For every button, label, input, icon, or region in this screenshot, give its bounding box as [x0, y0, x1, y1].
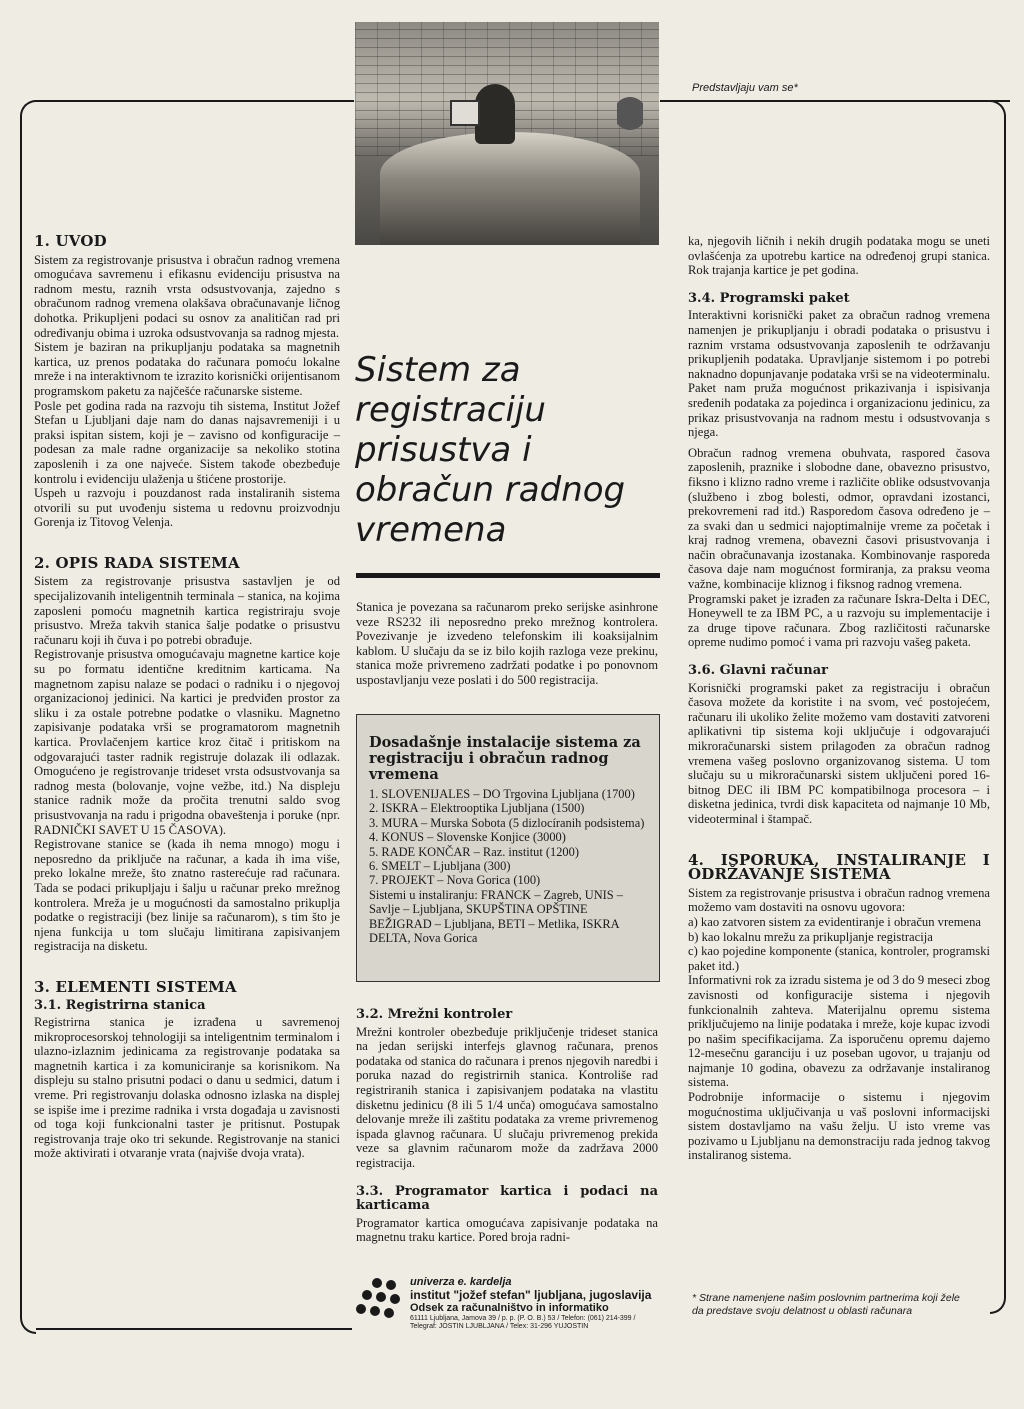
- frame-top-rule: [36, 100, 354, 102]
- subsection-heading: 3.3. Programator kartica i podaci na karticama: [356, 1183, 658, 1214]
- paragraph: Stanica je povezana sa računarom preko serijske asinhrone veze RS232 ili neposredno preko mrežnog kontrolera. Povezivanje je izvedeno telefonskim ili koaksijalnim kablom. U slučaju da se iz bilo kojih razloga veze prekinu, stanica može privremeno zadržati podatke i po ponovnom uspostavljanju veze poslati i do 500 registracija.: [356, 600, 658, 687]
- paragraph: Registrovane stanice se (kada ih nema mnogo) mogu i neposredno da priključe na računar, a kada ih ima više, preko lokalne mreže, što znatno rasterećuje rad računara. Tada se podaci prikupljaju i šalju u računar preko mrežnog kontrolera. Mreža je u mogućnosti da samostalno prikuplja podatke o registraciji (bez linije sa računarom), s tim što je njena funkcija u tom slučaju limitirana zapisivanjem registracija na disketu.: [34, 837, 340, 954]
- list-item: 4. KONUS – Slovenske Konjice (3000): [369, 830, 566, 845]
- column-middle-lower: [356, 1008, 658, 1245]
- list-item: 7. PROJEKT – Nova Gorica (100): [369, 873, 541, 888]
- frame-bottom-rule: [36, 1328, 352, 1330]
- paragraph: Registrovanje prisustva omogućavaju magnetne kartice koje su po formatu identične kreditnim karticama. Na magnetnom zapisu nalaze se podaci o radniku i o njegovoj organizacionoj jedinici. Na kartici je predviđen prostor za sliku i za ostale potrebne podatke o vlasniku. Magnetno zapisivanje podataka vrši se programatorom magnetnih kartica. Provlačenjem kartice kroz čitač i pritiskom na odgovarajući taster radnik registruje dolazak ili odlazak. Omogućeno je registrovanje trideset vrsta odsustvovanja sa radnog mesta (bolovanje, vojne vežbe, itd.) Na displeju stanice radnik može da pročita trenutni saldo svog prisustvovanja na radu i prigodna obaveštenja i poruke (npr. RADNIČKI SAVET U 15 ČASOVA).: [34, 647, 340, 837]
- paragraph: Sistem za registrovanje prisustva i obračun radnog vremena omogućava savremenu i efikasnu evidenciju prisustva na radnom mestu, raznih vrsta odsustvovanja, zajedno s obračunom radnog vremena olakšava obračunavanje ličnog dohotka. Prikupljeni podaci su osnov za analitičan rad pri određivanju obima i uzroka odsustvovanja sa radnog mjesta.: [34, 252, 340, 340]
- list-item: 3. MURA – Murska Sobota (5 dizlocíranih podsistema): [369, 815, 645, 830]
- paragraph: Obračun radnog vremena obuhvata, raspored časova zaposlenih, praznike i slobodne dane, obavezno prisustvo, fiksno i klizno radno vreme i različite oblike odsustvovanja (službeno i zbog bolesti, odmor, opravdani izostanci, prekovremeni rad itd.) Rasporedom časova određeno je – za svaki dan u sedmici najoptimalnije vreme za početak i kraj radnog vremena, obavezni časovi prisustvovanja i način obračunavanja izostanaka. Kombinovanje rasporeda časova daje nam mogućnost formiranja, za praksu veoma važne, kombinacije kliznog i fiksnog radnog vremena.: [688, 445, 990, 592]
- column-right: [688, 234, 990, 1163]
- paragraph: Programski paket je izrađen za računare Iskra-Delta i DEC, Honeywell te za IBM PC, a u razvoju su implementacije i za druge tipove računara. Zbog različitosti računarske opreme nudimo pomoć i vama pri razvoju vašeg paketa.: [688, 591, 990, 650]
- list-item: 2. ISKRA – Elektrooptika Ljubljana (1500): [369, 801, 585, 816]
- subsection-heading: 3.6. Glavni računar: [688, 663, 828, 679]
- box-title: Dosadašnje instalacije sistema za registraciju i obračun radnog vremena: [369, 734, 641, 783]
- subsection-heading: 3.2. Mrežni kontroler: [356, 1007, 513, 1022]
- section-heading: 3. ELEMENTI SISTEMA: [34, 977, 237, 996]
- paragraph: Informativni rok za izradu sistema je od 3 do 9 meseci zbog zavisnosti od konfiguracije sistema i njegovih funkcionalnih zahteva. Materijalnu opremu sistema priključujemo na linije podataka i mreže, koje kupac izvodi po našim specifikacijama. Za isporučenu opremu dajemo 12-mesečnu garanciju i uz poseban ugovor, u trajanju od najmanje 10 godina, obavezu za održavanje instaliranog sistema.: [688, 973, 990, 1090]
- paragraph: Podrobnije informacije o sistemu i njegovim mogućnostima uključivanja u vaš poslovni informacijski sistem dostavljamo na vašu želju. U isto vreme vas pozivamo u Ljubljanu na demonstraciju rada jednog takvog instaliranog sistema.: [688, 1090, 990, 1163]
- footer-institute: [410, 1276, 670, 1331]
- section-heading: 1. UVOD: [34, 232, 107, 250]
- paragraph: Sistem je baziran na prikupljanju podataka sa magnetnih kartica, uz prenos podataka do računara pomoću lokalne mreže i na interaktivnom te izrazito korisnički orijentisanom programskom paketu za najčešće računarske sisteme.: [34, 340, 340, 398]
- paragraph: Interaktivni korisnički paket za obračun radnog vremena namenjen je prikupljanju i obradi podataka o prisustvu i raznim vrstama odsustvovanja zaposlenih te održavanju prikupljenih podataka. Upravljanje sistemom i po potrebi naknadno dopunjavanje podataka vrši se na videoterminalu. Paket nam pruža mogućnost prikazivanja i ispisivanja sređenih podataka za pojedinca i organizacionu jedinicu, za prikaz prisustvovanja na radnom mestu i odsustvovanja s njega.: [688, 308, 990, 440]
- paragraph: ka, njegovih ličnih i nekih drugih podataka mogu se uneti ovlašćenja za upotrebu kartice na određenoj grupi stanica. Rok trajanja kartice je pet godina.: [688, 234, 990, 278]
- subsection-heading: 3.4. Programski paket: [688, 290, 850, 306]
- section-heading: 4. ISPORUKA, INSTALIRANJE I ODRŽAVANJE SISTEMA: [688, 850, 990, 884]
- header-label: Predstavljaju vam se*: [692, 82, 798, 94]
- paragraph: Korisnički programski paket za registraciju i obračun časova možete da koristite i na svom, već postojećem, računaru ili ukoliko želite možemo vam dostaviti zatvoreni aplikativni tip sistema koji uključuje i odgovarajući mikroračunarski sistem prilagođen za obračun radnog vremena vašeg poslovno organizovanog sistema. U tom slučaju su u mikroračunarski sistem uključeni pored 16-bitnog DEC ili IBM PC kompatibilnoga procesora – i disketna jedinica, tvrdi disk kapaciteta od najmanje 10 Mb, videoterminal i štampač.: [688, 680, 990, 826]
- paragraph: Programator kartica omogućava zapisivanje podataka na magnetnu traku kartice. Pored broja radni-: [356, 1215, 658, 1245]
- list-item: c) kao pojedine komponente (stanica, kontroler, programski paket itd.): [688, 944, 990, 973]
- installations-list: [357, 787, 659, 945]
- list-item: Sistemi u instaliranju: FRANCK – Zagreb, UNIS – Savlje – Ljubljana, SKUPŠTINA OPŠTINE BEŽIGRAD – Ljubljana, BETI – Metlika, ISKRA DELTA, Nova Gorica: [369, 887, 623, 946]
- paragraph: Posle pet godina rada na razvoju tih sistema, Institut Jožef Stefan u Ljubljani daje nam do danas najsavremeniji i u praksi ispitan sistem, koji je – zavisno od konfiguracije – podesan za male radne organizacije sa nekoliko stotina zaposlenih i za one najveće. Sistem takođe obezbeđuje kontrolu i evidenciju ulaženja u štićene prostorije.: [34, 398, 340, 486]
- institute-logo: [356, 1278, 400, 1322]
- frame-top-rule-right: [660, 100, 1010, 102]
- paragraph: Sistem za registrovanje prisustva i obračun radnog vremena možemo vam dostaviti na osnovu ugovora:: [688, 885, 990, 915]
- column-left: [34, 234, 340, 1161]
- footer-line: univerza e. kardelja: [410, 1276, 512, 1288]
- paragraph: Uspeh u razvoju i pouzdanost rada instaliranih sistema otvorili su put uvođenju sistema u redovnu proizvodnju Gorenja iz Titovog Velenja.: [34, 486, 340, 530]
- list-item: 5. RADE KONČAR – Raz. institut (1200): [369, 844, 579, 859]
- list-item: 1. SLOVENIJALES – DO Trgovina Ljubljana (1700): [369, 787, 635, 801]
- paragraph: Sistem za registrovanje prisustva sastavljen je od specijalizovanih inteligentnih terminala – stanica, na kojima zaposleni pomoću magnetnih kartica registriraju svoje prisustvo. Mreža takvih stanica šalje podatke o prisustvu računaru koji ih čuva i po potrebi obrađuje.: [34, 574, 340, 647]
- subsection-heading: 3.1. Registrirna stanica: [34, 997, 206, 1013]
- title-rule: [356, 573, 660, 578]
- footer-line: 61111 Ljubljana, Jamova 39 / p. p. (P. O. B.) 53 / Telefon: (061) 214-399 /: [410, 1315, 636, 1322]
- footer-line: institut "jožef stefan" ljubljana, jugoslavija: [410, 1288, 652, 1302]
- page-title: Sistem za registraciju prisustva i obračun radnog vremena: [355, 350, 626, 550]
- list-item: 6. SMELT – Ljubljana (300): [369, 859, 511, 874]
- list-item: b) kao lokalnu mrežu za prikupljanje registracija: [688, 929, 933, 944]
- footer-line: Telegraf: JOSTIN LJUBLJANA / Telex: 31-296 YUJOSTIN: [410, 1323, 589, 1330]
- footer-line: Odsek za računalništvo in informatiko: [410, 1302, 609, 1314]
- installations-box: [356, 714, 660, 982]
- column-middle: [356, 600, 658, 688]
- paragraph: Mrežni kontroler obezbeđuje priključenje trideset stanica na jedan serijski interfejs glavnog računara, prenos podataka od stanica do računara i prenos njegovih naredbi i poruka nazad do registrirnih stanica. Kontroliše rad registriranih stanica i zapisivanjem podataka na vlastitu disketnu jedinicu (8 ili 5 1/4 unča) omogućava samostalno delovanje mreže ili zaštitu podataka za vreme privremenog ispada glavnog računara. U slučaju privremenog prekida veze sa glavnim računarom može da zadržava 2000 registracija.: [356, 1024, 658, 1170]
- list-item: a) kao zatvoren sistem za evidentiranje i obračun vremena: [688, 914, 982, 929]
- frame-right: [990, 100, 1006, 1314]
- paragraph: Registrirna stanica je izrađena u savremenoj mikroprocesorskoj tehnologiji sa inteligentnim terminalom i ulazno-izlaznim jedinicama za registrovanje podataka sa magnetnih kartica i za komuniciranje sa korisnikom. Na displeju su stalno prisutni podaci o danu u sedmici, datum i vreme. Pri registrovanju dolaska odnosno izlaska na displej se ispiše ime i prezime radnika i vrsta događaja u zavisnosti od toga koji funkcionalni taster je pritisnut. Postupak registrovanja traje oko tri sekunde. Registrovanje na stanici može aktivirati i otvaranje vrata (najviše dvoja vrata).: [34, 1015, 340, 1161]
- footer-note: * Strane namenjene našim poslovnim partnerima koji žele da predstave svoju delatnost u oblasti računara: [692, 1292, 960, 1317]
- office-photo: [355, 22, 659, 245]
- section-heading: 2. OPIS RADA SISTEMA: [34, 553, 240, 572]
